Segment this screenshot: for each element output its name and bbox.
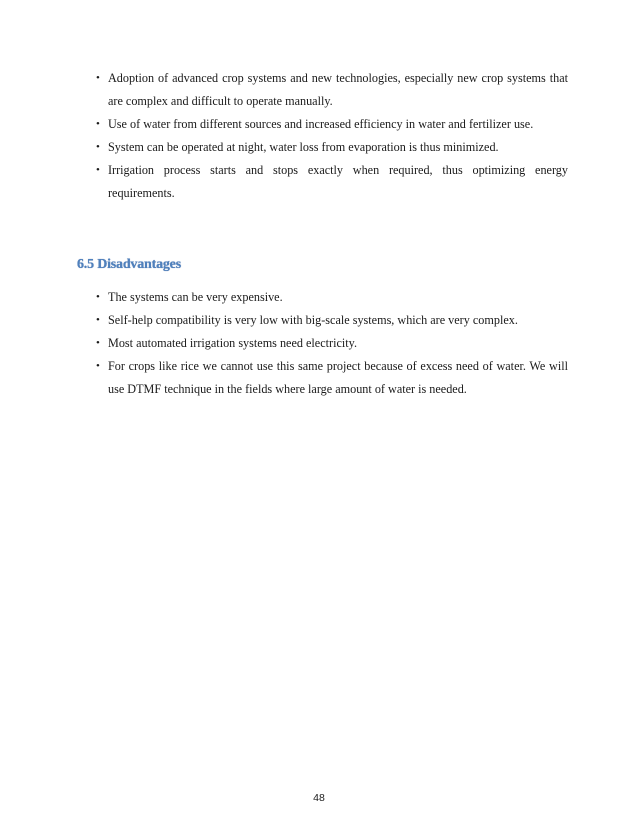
bullet-icon: •: [96, 118, 100, 130]
bullet-icon: •: [96, 337, 100, 349]
bullet-icon: •: [96, 164, 100, 176]
page-number: 48: [313, 792, 325, 804]
bullet-icon: •: [96, 314, 100, 326]
section-heading: 6.5 Disadvantages: [77, 257, 181, 272]
disadvantages-list: [96, 286, 568, 401]
list-item: [96, 113, 568, 136]
bullet-icon: •: [96, 141, 100, 153]
list-item: [96, 159, 568, 205]
list-item-text: Irrigation process starts and stops exactly when required, thus optimizing energy requirements.: [108, 163, 568, 200]
bullet-icon: •: [96, 360, 100, 372]
list-item-text: Adoption of advanced crop systems and new technologies, especially new crop systems that are complex and difficult to operate manually.: [108, 71, 568, 108]
list-item: [96, 332, 568, 355]
bullet-icon: •: [96, 72, 100, 84]
advantages-list: [96, 67, 568, 205]
list-item-text: The systems can be very expensive.: [108, 290, 283, 304]
list-item-text: Use of water from different sources and increased efficiency in water and fertilizer use.: [108, 117, 534, 131]
list-item: [96, 355, 568, 401]
list-item: [96, 136, 568, 159]
list-item: [96, 286, 568, 309]
list-item-text: Self-help compatibility is very low with big-scale systems, which are very complex.: [108, 313, 518, 327]
list-item: [96, 67, 568, 113]
list-item: [96, 309, 568, 332]
list-item-text: Most automated irrigation systems need electricity.: [108, 336, 357, 350]
list-item-text: For crops like rice we cannot use this same project because of excess need of water. We will use DTMF technique in the fields where large amount of water is needed.: [108, 359, 568, 396]
list-item-text: System can be operated at night, water loss from evaporation is thus minimized.: [108, 140, 499, 154]
bullet-icon: •: [96, 291, 100, 303]
